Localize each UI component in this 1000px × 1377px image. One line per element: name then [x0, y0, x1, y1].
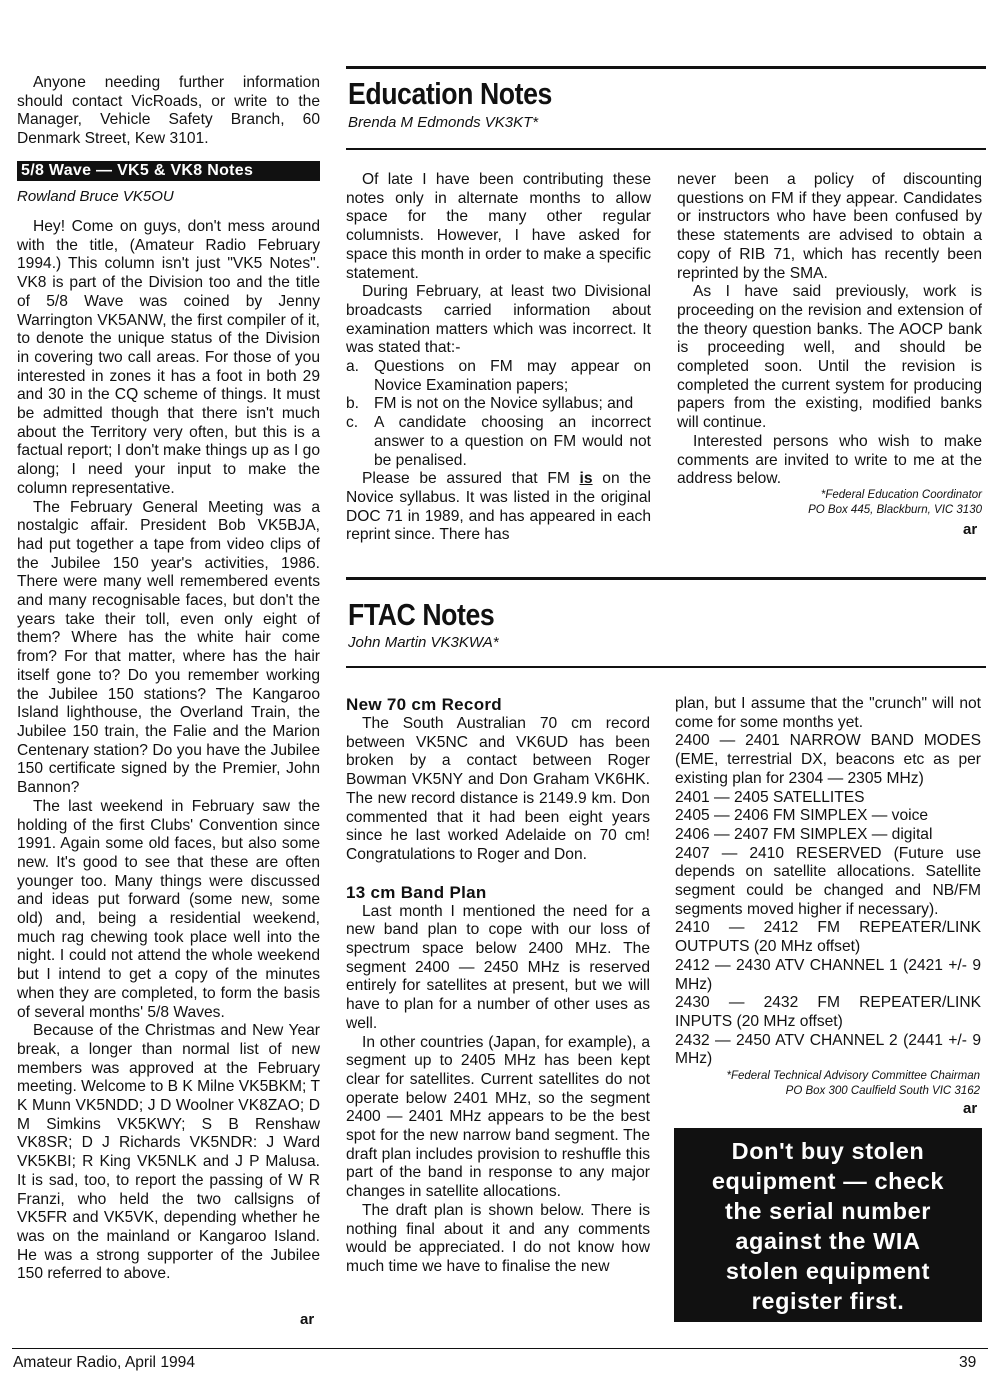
vk5-paragraph: The February General Meeting was a nostalgic affair. President Bob VK5BJA, had put together a tape from video clips of the Jubilee 150 year's activities, 1986. There were many well remembered events and many recognisable faces, but don't the years take their toll, even only eight of them? Where has the white hair come from? For that matter, where has the hair itself gone to? Do you remember working the Jubilee 150 stations? The Kangaroo Island lighthouse, the Overland Train, the Jubilee 150 train, the Falie and the Marion Centenary station? Do you have the Jubilee 150 certificate signed by the Premier, John Bannon? — [17, 498, 320, 797]
vk5-paragraph: Hey! Come on guys, don't mess around with the title, (Amateur Radio February 1994.) This column isn't just "VK5 Notes". VK8 is part of the Division too and the title of 5/8 Wave was coined by Jenny Warrington VK5ANW, the first compiler of it, to denote the unique status of the Division in covering two call areas. For those of you interested in zones it has a foot in both 29 and 30 in the CQ scheme of things. It must be admitted though that there isn't much about the Territory very often, but this is a factual report; I don't make things up as I go along; I need your input to make the column representative. — [17, 218, 320, 497]
vk5-section-title: 5/8 Wave — VK5 & VK8 Notes — [17, 161, 320, 181]
vk5-paragraph: Because of the Christmas and New Year break, a longer than normal list of new members was approved at the February meeting. Welcome to B K Milne VK5BKM; T K Munn VK5NDD; J D Woolner VK8ZAO; D M Simkins VK5KWY; S B Renshaw VK8SR; D J Richards VK5NDR: J Ward VK5KBI; R King VK5NLK and J P Malusa. It is sad, too, to report the passing of W R Franzi, who held the two callsigns of VK5FR and VK5VK, depending whether he was on the mainland or Kangaroo Island. He was a strong supporter of the Jubilee 150 referred to above. — [17, 1022, 320, 1283]
education-paragraph: As I have said previously, work is proceeding on the revision and extension of the theory question banks. The AOCP bank is proceeding well, and should be completed soon. Until the revision is completed the current system for producing papers from the existing, modified banks will continue. — [677, 283, 982, 432]
vk5-end-mark: ar — [300, 1311, 315, 1328]
band-plan-entry: 2410 — 2412 FM REPEATER/LINK OUTPUTS (20 MHz offset) — [675, 919, 981, 956]
education-footnote: *Federal Education Coordinator PO Box 445, Blackburn, VIC 3130 — [808, 489, 982, 516]
ftac-paragraph: The draft plan is shown below. There is nothing final about it and any comments would be appreciated. I do not know how much time we have to finalise the new — [346, 1201, 650, 1275]
education-paragraph: never been a policy of discounting questions on FM if they appear. Candidates or instructors who have been confused by these statements are advised to obtain a copy of RIB 71, which has recently been reprinted by the SMA. — [677, 171, 982, 282]
education-paragraph: Of late I have been contributing these notes only in alternate months to allow space for the many other regular columnists. However, I have asked for space this month in order to make a specific statement. — [346, 171, 651, 282]
vk5-author: Rowland Bruce VK5OU — [17, 188, 174, 205]
ftac-title: FTAC Notes — [348, 597, 495, 632]
ftac-bottom-rule — [346, 666, 986, 668]
ftac-paragraph: Last month I mentioned the need for a new band plan to cope with our loss of spectrum space below 2400 MHz. The segment 2400 — 2450 MHz is reserved entirely for satellites at present, but we will have to plan for a number of other uses as well. — [346, 902, 650, 1032]
education-column-2 — [677, 171, 982, 489]
band-plan-entry: 2432 — 2450 ATV CHANNEL 2 (2441 +/- 9 MHz) — [675, 1031, 981, 1068]
vk5-paragraph: The last weekend in February saw the holding of the first Clubs' Convention since 1991. Again some old faces, but also some new. It's good to see that these are often younger too. Many things were discussed and ideas put forward (some new, some old) and, being a residential weekend, much rag chewing took place well into the night. I could not attend the whole weekend but I intend to get a copy of the minutes when they are completed, to form the basis of several months' 5/8 Waves. — [17, 797, 320, 1021]
stolen-equipment-ad: Don't buy stolen equipment — check the serial number against the WIA stolen equipment register first. — [674, 1128, 982, 1322]
page-number: 39 — [959, 1354, 977, 1371]
footer-rule — [12, 1348, 988, 1349]
band-plan-entry: 2401 — 2405 SATELLITES — [675, 788, 865, 806]
education-list — [346, 358, 651, 470]
education-author: Brenda M Edmonds VK3KT* — [348, 114, 539, 131]
ftac-author: John Martin VK3KWA* — [348, 634, 499, 651]
education-end-mark: ar — [963, 521, 978, 538]
band-plan-entry: 2405 — 2406 FM SIMPLEX — voice — [675, 807, 929, 825]
list-item: b. FM is not on the Novice syllabus; and — [346, 395, 634, 413]
band-plan-entry: 2430 — 2432 FM REPEATER/LINK INPUTS (20 MHz offset) — [675, 994, 981, 1030]
list-item: c. A candidate choosing an incorrect answer to a question on FM would not be penalised. — [346, 414, 651, 469]
ftac-column-2 — [675, 695, 981, 1069]
ftac-footnote: *Federal Technical Advisory Committee Chairman PO Box 300 Caulfield South VIC 3162 — [726, 1070, 980, 1097]
ftac-paragraph: In other countries (Japan, for example), a segment up to 2405 MHz has been kept clear for satellites. Current satellites do not operate below 2401 MHz, so the segment 2400 — 2401 MHz appears to be the best spot for the new narrow band segment. The draft plan includes provision to reshuffle this part of the band in response to any major changes in satellite allocations. — [346, 1033, 650, 1201]
ftac-top-rule — [346, 577, 986, 580]
list-item: a. Questions on FM may appear on Novice Examination papers; — [346, 358, 651, 394]
ftac-paragraph: plan, but I assume that the "crunch" will not come for some months yet. — [675, 695, 981, 731]
education-column-1 — [346, 171, 651, 545]
education-bottom-rule — [346, 148, 986, 150]
education-assurance: Please be assured that FM is on the Novice syllabus. It was listed in the original DOC 71 in 1989, and has appeared in each reprint since. There has — [346, 470, 651, 544]
ftac-subheading-bandplan: 13 cm Band Plan — [346, 882, 487, 902]
band-plan-entry: 2400 — 2401 NARROW BAND MODES (EME, terrestrial DX, beacons etc as per existing plan for 2304 — 2305 MHz) — [675, 732, 981, 787]
education-top-rule — [346, 66, 986, 69]
band-plan-list — [675, 732, 981, 1069]
ftac-paragraph: The South Australian 70 cm record between VK5NC and VK6UD has been broken by a contact between Roger Bowman VK5NY and Don Graham VK6HK. The new record distance is 2149.9 km. Don commented that it had been eight years since he last worked Adelaide on 70 cm! Congratulations to Roger and Don. — [346, 715, 650, 863]
intro-paragraph: Anyone needing further information should contact VicRoads, or write to the Manager, Vehicle Safety Branch, 60 Denmark Street, Kew 3101. — [17, 74, 320, 148]
education-paragraph: Interested persons who wish to make comments are invited to write to me at the address below. — [677, 432, 982, 488]
footer-publication: Amateur Radio, April 1994 — [13, 1354, 196, 1371]
vk5-body — [17, 218, 320, 1284]
band-plan-entry: 2407 — 2410 RESERVED (Future use depends on satellite allocations. Satellite segment could be changed and NB/FM segments moved higher if necessary). — [675, 844, 981, 918]
education-title: Education Notes — [348, 76, 552, 111]
band-plan-entry: 2412 — 2430 ATV CHANNEL 1 (2421 +/- 9 MHz) — [675, 956, 981, 993]
ftac-end-mark: ar — [963, 1100, 978, 1117]
ftac-column-1 — [346, 695, 650, 1277]
education-paragraph: During February, at least two Divisional broadcasts carried information about examination matters which was incorrect. It was stated that:- — [346, 283, 651, 357]
ftac-subheading-record: New 70 cm Record — [346, 695, 502, 714]
band-plan-entry: 2406 — 2407 FM SIMPLEX — digital — [675, 825, 933, 843]
